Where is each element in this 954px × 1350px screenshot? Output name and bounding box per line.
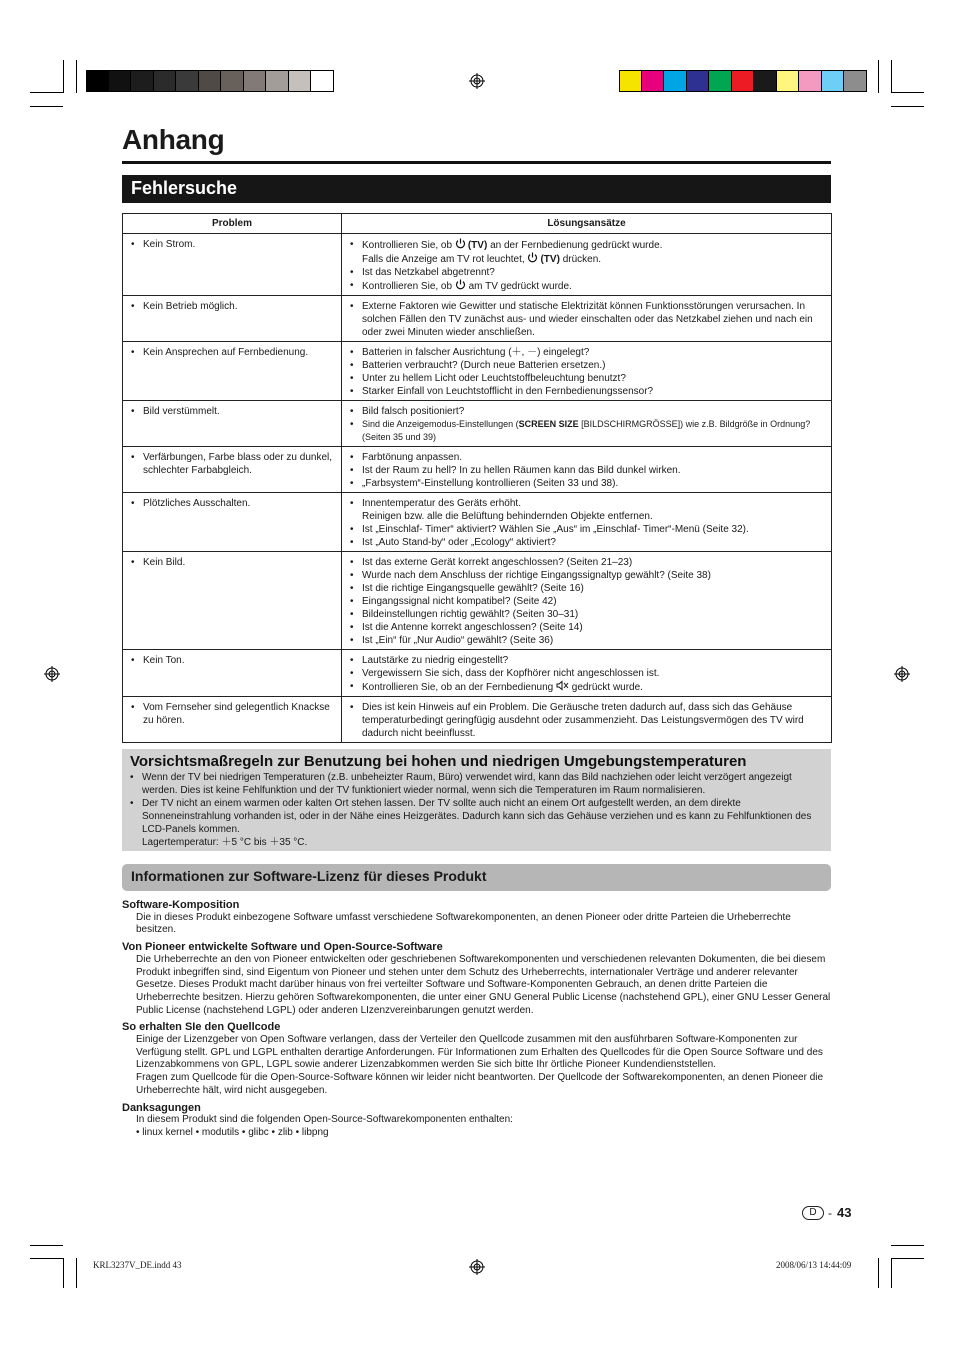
color-swatch [732, 70, 755, 92]
solution-key: (TV) [467, 240, 488, 251]
footer-timestamp: 2008/06/13 14:44:09 [776, 1260, 852, 1270]
solution-line [362, 373, 626, 384]
solution-line [362, 682, 643, 693]
solution-line [362, 537, 556, 548]
section-heading: Fehlersuche [122, 175, 831, 203]
solution-text: Vergewissern Sie sich, dass der Kopfhörer nicht angeschlossen ist. [362, 668, 660, 679]
mute-icon [556, 680, 569, 691]
table-row [123, 697, 832, 743]
problem-cell [123, 296, 342, 342]
solution-list [346, 346, 827, 398]
problem-text: • Kein Strom. [127, 238, 337, 251]
solution-item [346, 346, 827, 359]
solution-line [362, 668, 659, 679]
solution-text: Innentemperatur des Geräts erhöht. [362, 498, 521, 509]
solution-item [346, 595, 827, 608]
license-paragraph: In diesem Produkt sind die folgenden Open-Source-Softwarekomponenten enthalten: [136, 1114, 513, 1126]
solution-text: Eingangssignal nicht kompatibel? (Seite 42) [362, 596, 557, 607]
solution-cell [342, 697, 832, 743]
crop-mark [891, 60, 892, 93]
solution-cell [342, 650, 832, 697]
color-swatch [709, 70, 732, 92]
problem-cell [123, 650, 342, 697]
problem-list [127, 701, 337, 727]
solution-list [346, 451, 827, 490]
color-swatch [176, 70, 199, 92]
crop-mark [891, 1258, 924, 1259]
solution-cell [342, 552, 832, 650]
solution-line [362, 570, 711, 581]
solution-item [346, 667, 827, 680]
problem-text: • Bild verstümmelt. [127, 405, 337, 418]
precaution-item: • Wenn der TV bei niedrigen Temperaturen (z.B. unbeheizter Raum, Büro) verwendet wird, kann das Bild nachziehen oder leicht verzögert angezeigt werden. Dies ist keine Fehlfunktion und der TV funktioniert wieder normal, wenn sich die Temperaturen im Raum normalisieren. [130, 771, 823, 797]
power-icon [527, 252, 538, 263]
color-swatch [799, 70, 822, 92]
color-swatch [289, 70, 312, 92]
solution-text: „Farbsystem“-Einstellung kontrollieren (Seiten 33 und 38). [362, 478, 619, 489]
license-subheading: Software-Komposition [122, 899, 240, 911]
footer-file-name: KRL3237V_DE.indd 43 [93, 1260, 182, 1270]
solution-text: Ist der Raum zu hell? In zu hellen Räumen kann das Bild dunkel wirken. [362, 465, 681, 476]
problem-list [127, 238, 337, 251]
color-swatch [244, 70, 267, 92]
solution-text: Ist „Ein“ für „Nur Audio“ gewählt? (Seite 36) [362, 635, 554, 646]
problem-cell [123, 493, 342, 552]
license-paragraph: Die in dieses Produkt einbezogene Software umfasst verschiedene Softwarekomponenten, an denen Pioneer oder dritte Parteien die Urheberrechte besitzen. [136, 911, 791, 936]
problem-list [127, 654, 337, 667]
page-number-value: 43 [837, 1205, 852, 1220]
solution-cell [342, 493, 832, 552]
solution-item [346, 451, 827, 464]
solution-text: Ist „Auto Stand-by“ oder „Ecology“ aktiviert? [362, 537, 556, 548]
crop-mark [63, 60, 64, 93]
solution-line [362, 406, 464, 417]
solution-item [346, 405, 827, 418]
table-row [123, 234, 832, 296]
solution-item [346, 654, 827, 667]
solution-item [346, 300, 827, 339]
color-swatch [131, 70, 154, 92]
problem-list [127, 300, 337, 313]
problem-cell [123, 447, 342, 493]
problem-cell [123, 697, 342, 743]
color-swatch [109, 70, 132, 92]
license-subheading: So erhalten SIe den Quellcode [122, 1021, 281, 1034]
color-swatch [664, 70, 687, 92]
solution-cell [342, 342, 832, 401]
precaution-item: • Der TV nicht an einem warmen oder kalten Ort stehen lassen. Der TV sollte auch nicht an einem Ort aufgestellt werden, an dem direkte Sonneneinstrahlung vorhanden ist, oder in der Nähe eines Heizgerätes. Dadurch kann sich das Gehäuse verziehen und es kann zu Fehlfunktionen des LCD-Panels kommen. [130, 797, 823, 836]
solution-line [362, 452, 462, 463]
precautions-title: Vorsichtsmaßregeln zur Benutzung bei hohen und niedrigen Umgebungstemperaturen [130, 753, 747, 770]
license-content [122, 899, 831, 1144]
power-icon [455, 238, 466, 249]
problem-cell [123, 234, 342, 296]
solution-line [362, 524, 749, 535]
registration-mark-icon [469, 73, 485, 89]
solution-cell [342, 296, 832, 342]
solution-text: Reinigen bzw. alle die Belüftung behindernden Objekte entfernen. [362, 511, 653, 522]
page-number-separator: - [828, 1205, 832, 1220]
solution-item [346, 680, 827, 694]
color-swatch [86, 70, 109, 92]
solution-item [346, 523, 827, 536]
table-row [123, 493, 832, 552]
problem-list [127, 405, 337, 418]
solution-line [362, 702, 804, 739]
column-header-problem: Problem [123, 214, 342, 234]
solution-item [346, 608, 827, 621]
color-swatch [642, 70, 665, 92]
problem-text: • Kein Ton. [127, 654, 337, 667]
solution-text: Bild falsch positioniert? [362, 406, 465, 417]
solution-line [362, 386, 653, 397]
solution-text: Farbtönung anpassen. [362, 452, 463, 463]
solution-item [346, 238, 827, 266]
problem-cell [123, 401, 342, 447]
license-paragraph: Einige der Lizenzgeber von Open Software verlangen, dass der Verteiler den Quellcode zusammen mit den ausführbaren Software-Komponenten zur Verfügung stellt. GPL und LGPL enthalten derartige Anforderungen. Für Informationen zum Erhalten des Quellcodes für die Open Source Software und des Lizenzabkommens von GPL, LGPL sowie anderer Lizenzabkommen werden Sie sich bitte Ihr örtliche Pioneer Kundendienststellen. [136, 1034, 823, 1071]
solution-text: Starker Einfall von Leuchtstofflicht in den Fernbedienungssensor? [362, 386, 654, 397]
table-row [123, 552, 832, 650]
solution-item [346, 582, 827, 595]
color-swatch [619, 70, 642, 92]
precautions-list [130, 771, 823, 836]
crop-mark [878, 60, 879, 93]
color-swatch [221, 70, 244, 92]
solution-text: Ist „Einschlaf- Timer“ aktiviert? Wählen Sie „Aus“ im „Einschlaf- Timer“-Menü (Seite 32). [362, 524, 749, 535]
solution-text: Ist das Netzkabel abgetrennt? [362, 267, 495, 278]
crop-mark [63, 1258, 64, 1288]
solution-item [346, 556, 827, 569]
license-paragraph: Fragen zum Quellcode für die Open-Source-Software können wir leider nicht beantworten. Der Quellcode der Softwarekomponenten, an denen Pioneer die Urheberrechte hält, wird nicht ausgegeben. [136, 1072, 824, 1096]
crop-mark [891, 92, 924, 93]
solution-text: Falls die Anzeige am TV rot leuchtet, [362, 254, 528, 265]
registration-mark-icon [44, 666, 60, 682]
title-rule [122, 161, 831, 164]
color-swatch [777, 70, 800, 92]
solution-line [362, 419, 810, 442]
problem-list [127, 451, 337, 477]
solution-item [346, 536, 827, 549]
solution-line [362, 557, 632, 568]
solution-text: drücken. [559, 254, 602, 265]
solution-line [362, 267, 495, 278]
solution-text: Bildeinstellungen richtig gewählt? (Seiten 30–31) [362, 609, 579, 620]
table-row [123, 447, 832, 493]
solution-text: Externe Faktoren wie Gewitter und statische Elektrizität können Funktionsstörungen verursachen. In solchen Fällen den TV zunächst aus- und wieder einschalten oder das Netzkabel ziehen und nach ein oder zwei Minuten wieder anschließen. [362, 301, 813, 338]
solution-text: am TV gedrückt wurde. [465, 281, 572, 292]
solution-item [346, 477, 827, 490]
solution-list [346, 701, 827, 740]
table-header-row [123, 214, 832, 234]
solution-item [346, 701, 827, 740]
solution-text: gedrückt wurde. [569, 682, 643, 693]
problem-text: • Kein Betrieb möglich. [127, 300, 337, 313]
solution-line [362, 622, 583, 633]
solution-text: Dies ist kein Hinweis auf ein Problem. Die Geräusche treten dadurch auf, dass sich das Gehäuse temperaturbedingt geringfügig ausdehnt oder zusammenzieht. Das Leistungsvermögen des TV wird dadurch nicht beeinflusst. [362, 702, 804, 739]
registration-mark-icon [469, 1259, 485, 1275]
solution-item [346, 418, 827, 444]
grayscale-color-bar [86, 70, 334, 92]
cmyk-color-bar [619, 70, 867, 92]
power-icon [455, 279, 466, 290]
solution-key: (TV) [540, 254, 560, 265]
color-swatch [154, 70, 177, 92]
solution-text: an der Fernbedienung gedrückt wurde. [487, 240, 663, 251]
solution-key: SCREEN SIZE [518, 419, 579, 429]
solution-text: Batterien in falscher Ausrichtung (＋, －) eingelegt? [362, 347, 590, 358]
license-heading: Informationen zur Software-Lizenz für dieses Produkt [122, 864, 831, 891]
solution-list [346, 300, 827, 339]
solution-list [346, 556, 827, 647]
problem-list [127, 346, 337, 359]
problem-text: • Vom Fernseher sind gelegentlich Knackse zu hören. [127, 701, 337, 727]
solution-item [346, 279, 827, 293]
license-paragraph: • linux kernel • modutils • glibc • zlib • libpng [136, 1126, 329, 1138]
troubleshooting-table [122, 213, 832, 743]
solution-item [346, 464, 827, 477]
solution-cell [342, 447, 832, 493]
solution-line [362, 281, 572, 292]
solution-text: Kontrollieren Sie, ob an der Fernbedienung [362, 682, 557, 693]
solution-list [346, 654, 827, 694]
language-badge: D [802, 1206, 824, 1220]
solution-line [362, 301, 813, 338]
problem-cell [123, 552, 342, 650]
color-swatch [754, 70, 777, 92]
solution-item [346, 359, 827, 372]
crop-mark [76, 1258, 77, 1288]
solution-line [362, 240, 662, 251]
solution-line [362, 583, 584, 594]
problem-list [127, 497, 337, 510]
column-header-solution: Lösungsansätze [342, 214, 832, 234]
problem-list [127, 556, 337, 569]
color-swatch [687, 70, 710, 92]
color-swatch [822, 70, 845, 92]
solution-cell [342, 401, 832, 447]
solution-line [362, 360, 605, 371]
table-row [123, 650, 832, 697]
storage-temperature: Lagertemperatur: ＋5 °C bis ＋35 °C. [142, 837, 308, 848]
crop-mark [891, 1245, 924, 1246]
solution-item [346, 372, 827, 385]
license-subheading: Danksagungen [122, 1101, 201, 1114]
crop-mark [30, 106, 63, 107]
solution-item [346, 266, 827, 279]
solution-item [346, 634, 827, 647]
solution-cell [342, 234, 832, 296]
solution-line [362, 655, 508, 666]
table-row [123, 342, 832, 401]
solution-text: Kontrollieren Sie, ob [362, 240, 455, 251]
solution-text: Kontrollieren Sie, ob [362, 281, 455, 292]
color-swatch [311, 70, 334, 92]
solution-line [362, 254, 601, 265]
solution-line [362, 498, 521, 509]
solution-line [362, 478, 618, 489]
solution-text: [BILDSCHIRMGRÖSSE]) wie z.B. Bildgröße in Ordnung? (Seiten 35 und 39) [362, 419, 811, 442]
color-swatch [844, 70, 867, 92]
solution-item [346, 621, 827, 634]
solution-text: Ist das externe Gerät korrekt angeschlossen? (Seiten 21–23) [362, 557, 633, 568]
crop-mark [30, 92, 63, 93]
crop-mark [30, 1258, 63, 1259]
solution-text: Sind die Anzeigemodus-Einstellungen ( [362, 419, 519, 429]
page-number [802, 1205, 851, 1220]
solution-line [362, 465, 681, 476]
solution-text: Ist die richtige Eingangsquelle gewählt? (Seite 16) [362, 583, 584, 594]
solution-list [346, 497, 827, 549]
problem-text: • Kein Ansprechen auf Fernbedienung. [127, 346, 337, 359]
table-row [123, 296, 832, 342]
solution-line [362, 347, 589, 358]
solution-text: Batterien verbraucht? (Durch neue Batterien ersetzen.) [362, 360, 606, 371]
solution-list [346, 238, 827, 293]
license-subheading: Von Pioneer entwickelte Software und Open-Source-Software [122, 941, 443, 954]
solution-line [362, 609, 578, 620]
problem-text: • Plötzliches Ausschalten. [127, 497, 337, 510]
registration-mark-icon [894, 666, 910, 682]
crop-mark [30, 1245, 63, 1246]
crop-mark [891, 1258, 892, 1288]
problem-cell [123, 342, 342, 401]
solution-item [346, 497, 827, 523]
color-swatch [266, 70, 289, 92]
crop-mark [891, 106, 924, 107]
license-paragraph: Die Urheberrechte an den von Pioneer entwickelten oder geschriebenen Softwarekomponenten und verschiedenen relevanten Dokumenten, die bei diesem Produkt inbegriffen sind, sind Eigentum von Pioneer und stehen unter dem Schutz des Urheberrechts, internationaler Verträge und anderer relevanter Gesetze. Dieses Produkt macht darüber hinaus von frei verteilter Software und Software-Komponenten Gebrauch, an denen dritte Parteien die Urheberrechte besitzen. Hierzu gehören Softwarekomponenten, die unter einer GNU General Public License (nachstehend GPL), einer GNU Lesser General Public License (nachstehend LGPL) oder anderen LIzenzvereinbarungen genutzt werden. [136, 953, 831, 1016]
solution-text: Wurde nach dem Anschluss der richtige Eingangssignaltyp gewählt? (Seite 38) [362, 570, 711, 581]
solution-item [346, 385, 827, 398]
color-swatch [199, 70, 222, 92]
solution-line [362, 635, 553, 646]
solution-line [362, 511, 653, 522]
problem-text: • Verfärbungen, Farbe blass oder zu dunkel, schlechter Farbabgleich. [127, 451, 337, 477]
solution-text: Unter zu hellem Licht oder Leuchtstoffbeleuchtung benutzt? [362, 373, 626, 384]
precautions-box [122, 749, 831, 851]
solution-text: Lautstärke zu niedrig eingestellt? [362, 655, 509, 666]
solution-item [346, 569, 827, 582]
problem-text: • Kein Bild. [127, 556, 337, 569]
page-title: Anhang [122, 124, 225, 155]
solution-list [346, 405, 827, 444]
solution-line [362, 596, 557, 607]
crop-mark [76, 60, 77, 93]
solution-text: Ist die Antenne korrekt angeschlossen? (Seite 14) [362, 622, 583, 633]
crop-mark [878, 1258, 879, 1288]
table-row [123, 401, 832, 447]
